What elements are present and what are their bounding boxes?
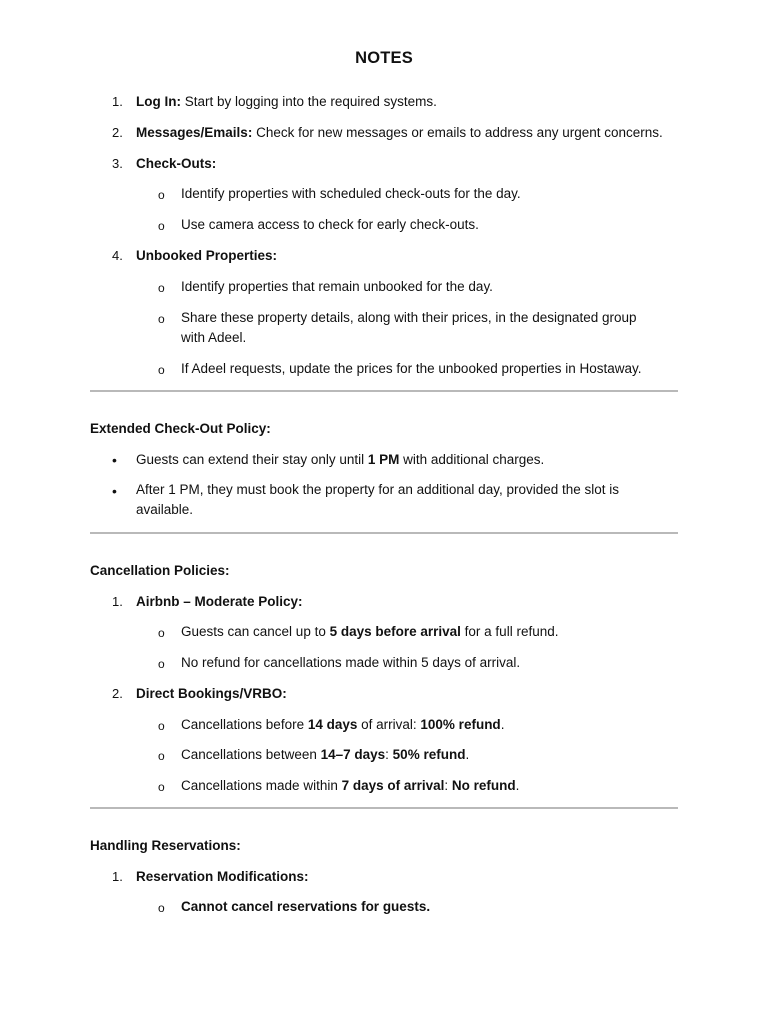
- list-number: 2.: [112, 125, 123, 140]
- item-emphasis: 50% refund: [392, 747, 466, 762]
- list-number: 3.: [112, 156, 123, 171]
- item-emphasis: 14 days: [307, 717, 358, 732]
- sub-item: Identify properties that remain unbooked for the day.: [181, 279, 493, 294]
- sub-bullet: o: [158, 188, 165, 202]
- item-text: Check for new messages or emails to address any urgent concerns.: [252, 125, 663, 140]
- item-text: Cancellations made within: [181, 778, 342, 793]
- section-heading-cancellation: Cancellation Policies:: [90, 563, 230, 578]
- sub-item: [181, 776, 519, 796]
- item-label: Log In:: [136, 94, 181, 109]
- sub-item: No refund for cancellations made within 5 days of arrival.: [181, 655, 521, 670]
- item-emphasis: 100% refund: [420, 717, 501, 732]
- list-item-airbnb-policy: Airbnb – Moderate Policy:: [136, 594, 303, 609]
- item-emphasis: 5 days before arrival: [329, 624, 461, 639]
- list-number: 1.: [112, 594, 123, 609]
- item-emphasis: 14–7 days: [320, 747, 386, 762]
- sub-item: Cannot cancel reservations for guests.: [181, 899, 431, 914]
- sub-bullet: o: [158, 901, 165, 915]
- item-text: .: [465, 747, 470, 762]
- list-item-unbooked-properties: Unbooked Properties:: [136, 248, 278, 263]
- section-heading-extended-checkout: Extended Check-Out Policy:: [90, 421, 271, 436]
- bullet: •: [112, 452, 117, 468]
- sub-item: [181, 622, 558, 642]
- sub-item: Use camera access to check for early check-outs.: [181, 217, 479, 232]
- list-item: After 1 PM, they must book the property for an additional day, provided the slot is available.: [136, 482, 620, 517]
- sub-bullet: o: [158, 749, 165, 763]
- list-number: 1.: [112, 869, 123, 884]
- list-item-log-in: [136, 92, 437, 112]
- sub-bullet: o: [158, 657, 165, 671]
- item-emphasis: 1 PM: [367, 452, 400, 467]
- item-label: Messages/Emails:: [136, 125, 253, 140]
- list-item-direct-bookings: Direct Bookings/VRBO:: [136, 686, 287, 701]
- list-item-messages: [136, 123, 663, 143]
- item-text: of arrival:: [357, 717, 421, 732]
- list-item-reservation-modifications: Reservation Modifications:: [136, 869, 309, 884]
- sub-bullet: o: [158, 719, 165, 733]
- list-number: 4.: [112, 248, 123, 263]
- item-text: for a full refund.: [460, 624, 559, 639]
- sub-bullet: o: [158, 626, 165, 640]
- item-text: Start by logging into the required systems.: [180, 94, 437, 109]
- sub-item: Share these property details, along with their prices, in the designated group with Adeel.: [181, 310, 637, 345]
- sub-item: If Adeel requests, update the prices for the unbooked properties in Hostaway.: [181, 361, 642, 376]
- item-text: .: [500, 717, 505, 732]
- item-text: :: [385, 747, 393, 762]
- sub-bullet: o: [158, 219, 165, 233]
- list-number: 2.: [112, 686, 123, 701]
- list-item-check-outs: Check-Outs:: [136, 156, 217, 171]
- section-heading-reservations: Handling Reservations:: [90, 838, 241, 853]
- sub-item: [181, 715, 504, 735]
- divider: [90, 807, 678, 809]
- sub-bullet: o: [158, 363, 165, 377]
- bullet: •: [112, 483, 117, 499]
- page-title: NOTES: [355, 49, 413, 67]
- item-emphasis: 7 days of arrival: [341, 778, 445, 793]
- item-text: Cancellations before: [181, 717, 308, 732]
- item-text: Cancellations between: [181, 747, 321, 762]
- item-emphasis: No refund: [451, 778, 516, 793]
- item-text: with additional charges.: [399, 452, 545, 467]
- item-text: .: [515, 778, 520, 793]
- divider: [90, 532, 678, 534]
- sub-bullet: o: [158, 312, 165, 326]
- item-text: Guests can cancel up to: [181, 624, 330, 639]
- item-text: :: [444, 778, 452, 793]
- list-item: [136, 450, 544, 470]
- sub-item: [181, 745, 469, 765]
- list-number: 1.: [112, 94, 123, 109]
- sub-bullet: o: [158, 281, 165, 295]
- sub-bullet: o: [158, 780, 165, 794]
- sub-item: Identify properties with scheduled check-outs for the day.: [181, 186, 521, 201]
- divider: [90, 390, 678, 392]
- item-text: Guests can extend their stay only until: [136, 452, 368, 467]
